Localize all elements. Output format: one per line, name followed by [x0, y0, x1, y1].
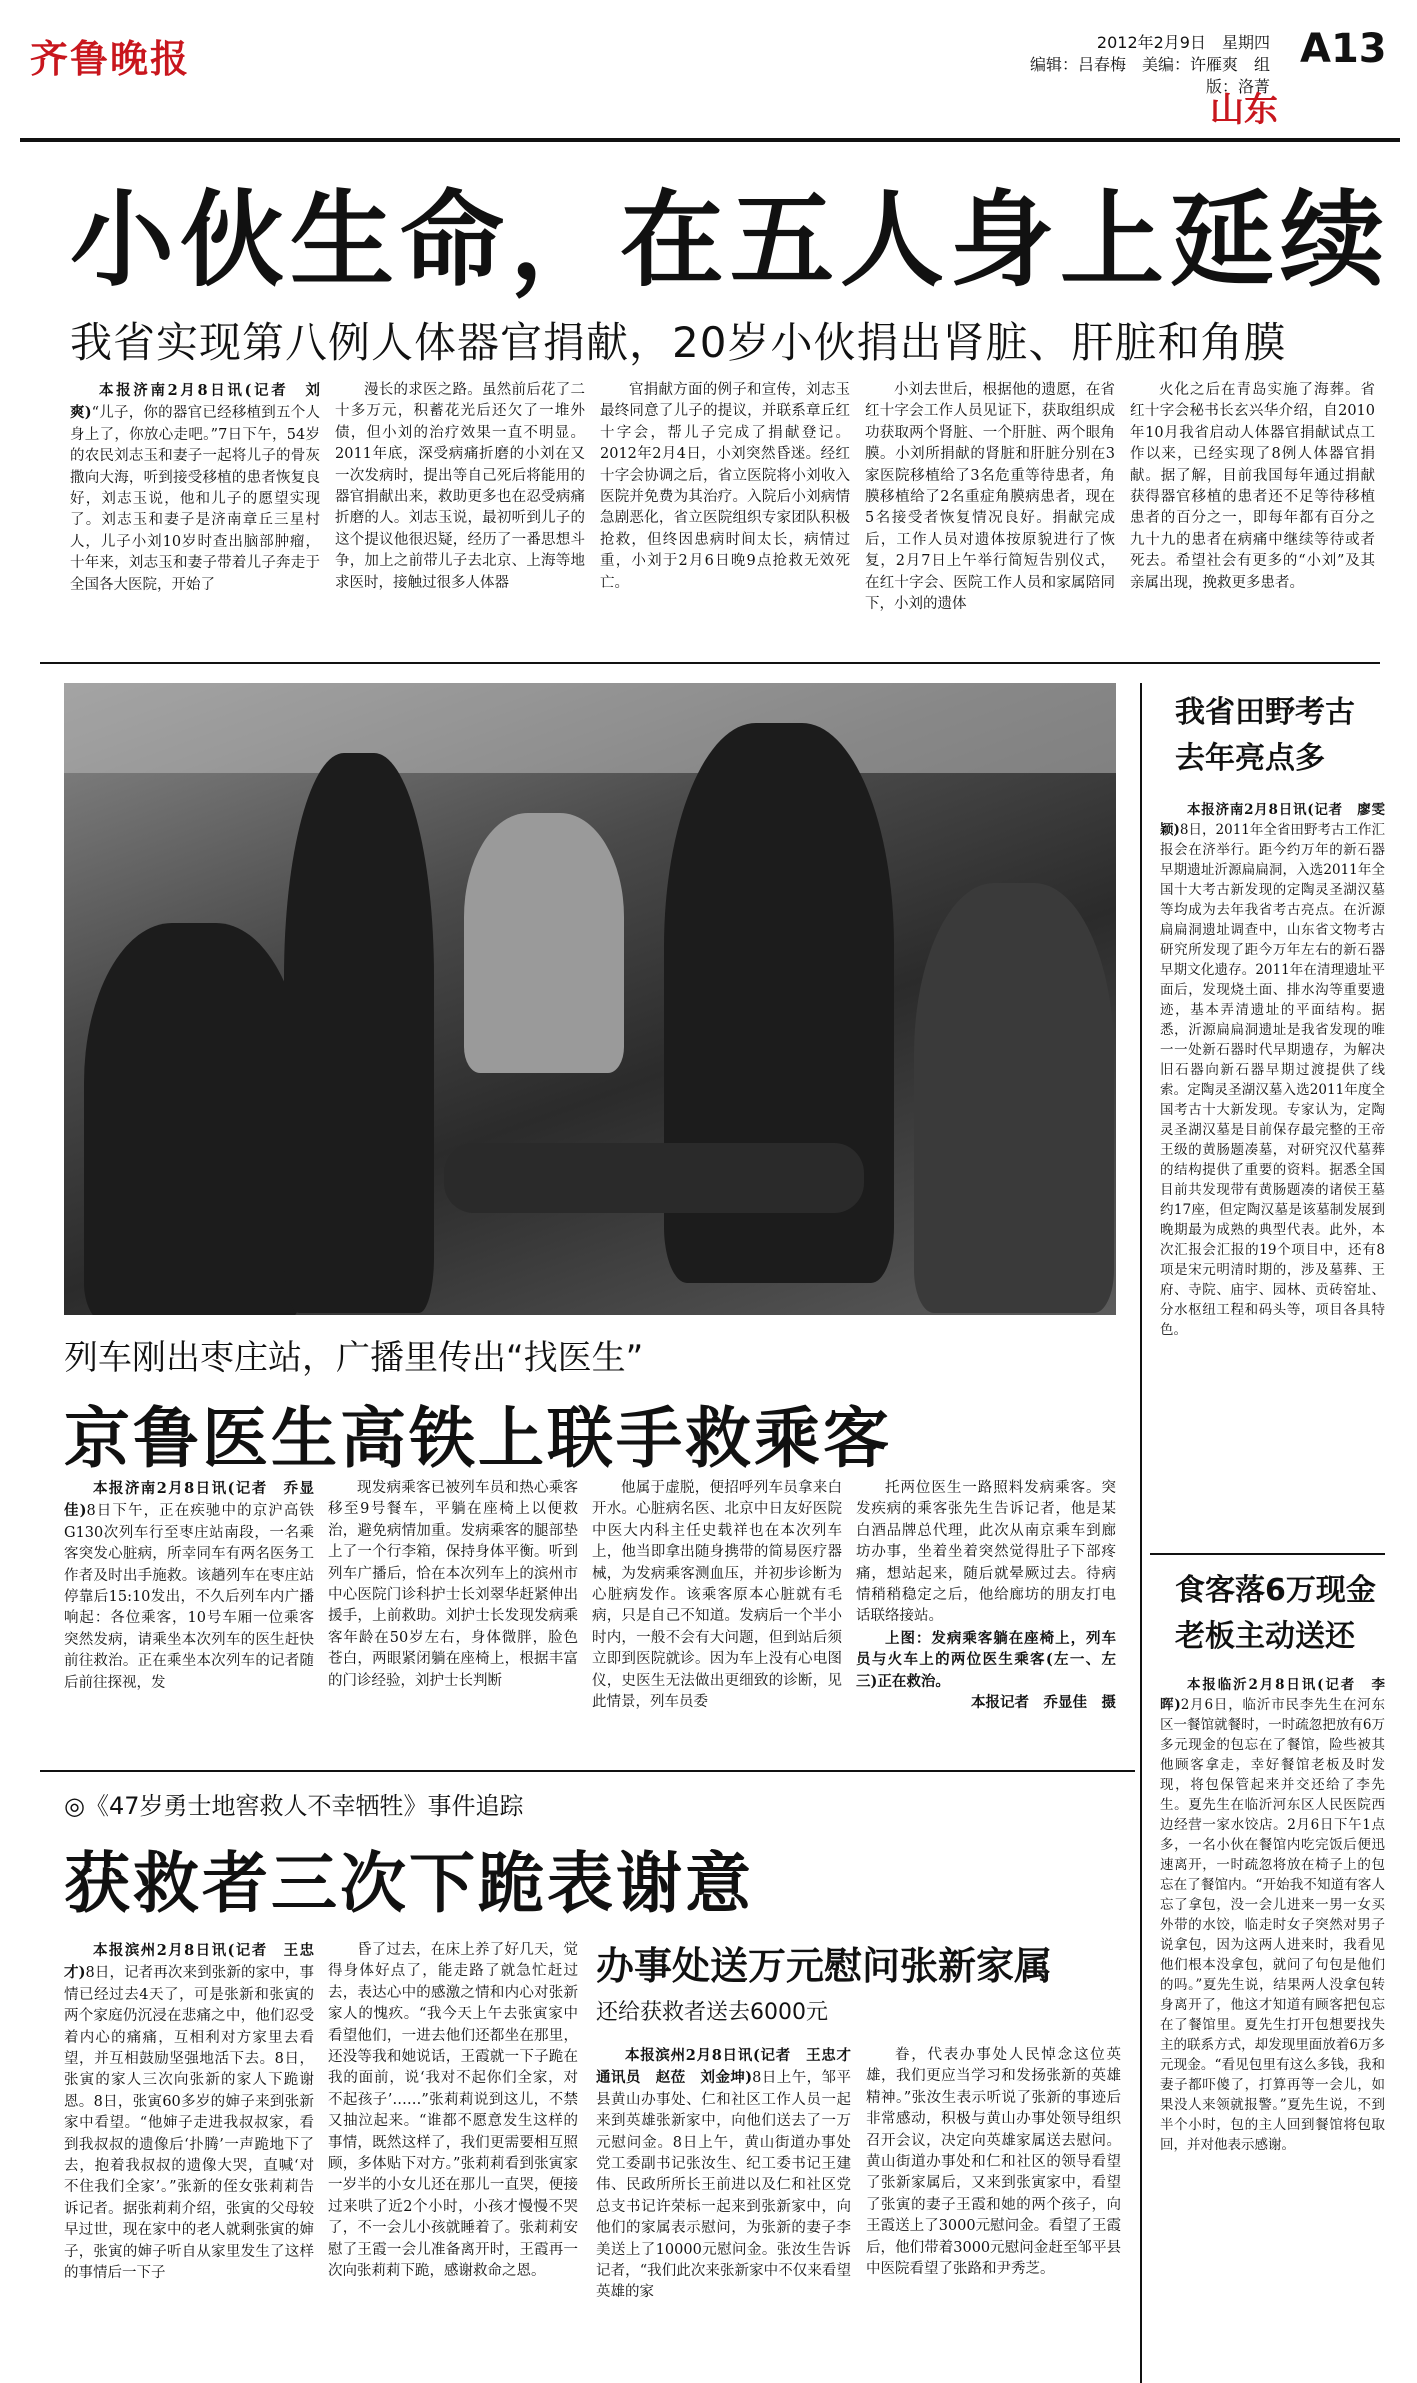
train-photo [64, 683, 1116, 1315]
photo-credit: 本报记者 乔显佳 摄 [971, 1694, 1116, 1712]
restaurant-title-2: 老板主动送还 [1175, 1619, 1355, 1654]
restaurant-title-1: 食客落6万现金 [1175, 1573, 1376, 1608]
archaeology-headline [1175, 690, 1395, 782]
rescue-text-2: 昏了过去，在床上养了好几天，觉得身体好点了，能走路了就急忙赶过去，表达心中的感激之情和内心对张新家人的愧疚。“我今天上午去张寅家中看望他们，一进去他们还都坐在那里，还没等我和她说话，王霞就一下子跪在我的面前，说‘我对不起你们全家，对不起孩子’……”张莉莉说到这儿，不禁又抽泣起来。“谁都不愿意发生这样的事情，既然这样了，我们更需要相互照顾，多体贴下对方。”张莉莉看到张寅家一岁半的小女儿还在那儿一直哭，便接过来哄了近2个小时，小孩才慢慢不哭了，不一会儿小孩就睡着了。张莉莉安慰了王霞一会儿准备离开时，王霞再一次向张莉莉下跪，感谢救命之恩。 [328, 1942, 578, 2280]
restaurant-body [1160, 1675, 1385, 2155]
train-column-1 [64, 1478, 314, 1694]
donation-column-2 [866, 2045, 1121, 2280]
section-divider-2 [40, 1770, 1135, 1772]
rescue-kicker: ◎《47岁勇士地窖救人不幸牺牲》事件追踪 [64, 1792, 524, 1820]
sidebar-rule [1150, 1553, 1385, 1555]
train-column-2 [328, 1478, 578, 1692]
donation-column-1 [596, 2045, 866, 2304]
train-column-4 [856, 1478, 1116, 1713]
lead-column-4 [865, 380, 1115, 615]
donation-subheadline: 还给获救者送去6000元 [596, 2000, 828, 2025]
editors-credit: 编辑：吕春梅 美编：许雁爽 组版：洛菁 [1029, 55, 1270, 96]
restaurant-headline [1175, 1568, 1395, 1660]
lead-text-1: “儿子，你的器官已经移植到五个人身上了，你放心走吧。”7日下午，54岁的农民刘志玉和妻子一起将儿子的骨灰撒向大海，听到接受移植的患者恢复良好，刘志玉说，他和儿子的愿望实现了。刘志玉和妻子是济南章丘三星村人，儿子小刘10岁时查出脑部肿瘤，十年来，刘志玉和妻子带着儿子奔走于全国各大医院，开始了 [70, 405, 320, 593]
train-column-3 [592, 1478, 842, 1713]
train-headline: 京鲁医生高铁上联手救乘客 [64, 1400, 892, 1477]
page-number: A13 [1300, 26, 1387, 72]
lead-column-2 [335, 380, 585, 594]
restaurant-byline: 本报临沂2月8日讯(记者 李晖) [1160, 1677, 1385, 1713]
rescue-byline: 本报滨州2月8日讯(记者 王忠才) [64, 1942, 314, 1982]
rescue-column-1 [64, 1940, 314, 2285]
lead-subheadline: 我省实现第八例人体器官捐献，20岁小伙捐出肾脏、肝脏和角膜 [70, 318, 1287, 367]
archaeology-byline: 本报济南2月8日讯(记者 廖雯颖) [1160, 802, 1385, 838]
issue-date: 2012年2月9日 星期四 [1096, 33, 1270, 52]
rescue-headline: 获救者三次下跪表谢意 [64, 1845, 754, 1922]
archaeology-text: 8日，2011年全省田野考古工作汇报会在济举行。距今约万年的新石器早期遗址沂源扁扁洞，入选2011年全国十大考古新发现的定陶灵圣湖汉墓等均成为去年我省考古亮点。在沂源扁扁洞遗址调查中，山东省文物考古研究所发现了距今万年左右的新石器早期文化遗存。2011年在清理遗址平面后，发现烧土面、排水沟等重要遗迹，基本弄清遗址的平面结构。据悉，沂源扁扁洞遗址是我省发现的唯一一处新石器时代早期遗存，为解决旧石器向新石器早期过渡提供了线索。定陶灵圣湖汉墓入选2011年度全国考古十大新发现。专家认为，定陶灵圣湖汉墓是目前保存最完整的王帝王级的黄肠题凑墓，对研究汉代墓葬的结构提供了重要的资料。据悉全国目前共发现带有黄肠题凑的诸侯王墓约17座，但定陶汉墓是该墓制发展到晚期最为成熟的典型代表。此外，本次汇报会汇报的19个项目中，还有8项是宋元明清时期的，涉及墓葬、王府、寺院、庙宇、园林、贡砖窑址、分水枢纽工程和码头等，项目各具特色。 [1160, 822, 1385, 1338]
lead-column-5 [1130, 380, 1375, 594]
train-text-1: 8日下午，正在疾驰中的京沪高铁G130次列车行至枣庄站南段，一名乘客突发心脏病，所幸同车有两名医务工作者及时出手施救。该趟列车在枣庄站停靠后15:10发出，不久后列车内广播响起：各位乘客，10号车厢一位乘客突然发病，请乘坐本次列车的医生赶快前往救治。正在乘坐本次列车的记者随后前往探视，发 [64, 1503, 314, 1691]
header-rule [20, 138, 1400, 142]
lead-headline: 小伙生命，在五人身上延续 [70, 179, 1391, 301]
donation-headline: 办事处送万元慰问张新家属 [596, 1944, 1053, 1988]
donation-text-2: 眷，代表办事处人民悼念这位英雄，我们更应当学习和发扬张新的英雄精神。”张汝生表示听说了张新的事迹后非常感动，积极与黄山办事处领导组织召开会议，决定向英雄家属送去慰问。黄山街道办事处和仁和社区的领导看望了张新家属后，又来到张寅家中，看望了张寅的妻子王霞和她的两个孩子，向王霞送上了3000元慰问金。看望了王霞后，他们带着3000元慰问金赶至邹平县中医院看望了张路和尹秀芝。 [866, 2047, 1121, 2278]
masthead-logo: 齐鲁晚报 [30, 36, 191, 81]
donation-byline: 本报滨州2月8日讯(记者 王忠才 通讯员 赵莅 刘金坤) [596, 2047, 866, 2087]
train-byline: 本报济南2月8日讯(记者 乔显佳) [64, 1480, 314, 1520]
lead-text-3: 官捐献方面的例子和宣传，刘志玉最终同意了儿子的提议，并联系章丘红十字会，帮儿子完成了捐献登记。2012年2月4日，小刘突然昏迷。经红十字会协调之后，省立医院将小刘收入医院并免费为其治疗。入院后小刘病情急剧恶化，省立医院组织专家团队积极抢救，但终因患病时间太长，病情过重，小刘于2月6日晚9点抢救无效死亡。 [600, 382, 850, 591]
photo-caption: 上图：发病乘客躺在座椅上，列车员与火车上的两位医生乘客(左一、左三)正在救治。 [856, 1629, 1116, 1690]
lead-column-1 [70, 380, 320, 596]
donation-text-1: 8日上午，邹平县黄山办事处、仁和社区工作人员一起来到英雄张新家中，向他们送去了一万元慰问金。8日上午，黄山街道办事处党工委副书记张汝生、纪工委书记王建伟、民政所所长王前进以及仁和社区党总支书记许荣标一起来到张新家中，向他们的家属表示慰问，为张新的妻子李美送上了10000元慰问金。张汝生告诉记者，“我们此次来张新家中不仅来看望英雄的家 [596, 2070, 851, 2301]
rescue-column-2 [328, 1940, 578, 2283]
train-text-2: 现发病乘客已被列车员和热心乘客移至9号餐车，平躺在座椅上以便救治，避免病情加重。发病乘客的腿部垫上了一个行李箱，保持身体平衡。听到列车广播后，恰在本次列车上的滨州市中心医院门诊科护士长刘翠华赶紧伸出援手，上前救助。刘护士长发现发病乘客年龄在50岁左右，身体微胖，脸色苍白，两眼紧闭躺在座椅上，根据丰富的门诊经验，刘护士长判断 [328, 1480, 578, 1689]
restaurant-text: 2月6日，临沂市民李先生在河东区一餐馆就餐时，一时疏忽把放有6万多元现金的包忘在了餐馆，险些被其他顾客拿走，幸好餐馆老板及时发现，将包保管起来并交还给了李先生。夏先生在临沂河东区人民医院西边经营一家水饺店。2月6日下午1点多，一名小伙在餐馆内吃完饭后便迅速离开，一时疏忽将放在椅子上的包忘在了餐馆内。“开始我不知道有客人忘了拿包，没一会儿进来一男一女买外带的水饺，临走时女子突然对男子说拿包，因为这两人进来时，我看见他们根本没拿包，就问了句包是他们的吗。”夏先生说，结果两人没拿包转身离开了，他这才知道有顾客把包忘在了餐馆里。夏先生打开包想要找失主的联系方式，却发现里面放着6万多元现金。“看见包里有这么多钱，我和妻子都吓傻了，打算再等一会儿，如果没人来领就报警。”夏先生说，不到半个小时，包的主人回到餐馆将包取回，并对他表示感谢。 [1160, 1697, 1385, 2153]
section-divider [40, 662, 1380, 664]
sidebar-divider [1140, 683, 1142, 2383]
lead-column-3 [600, 380, 850, 594]
archaeology-body [1160, 800, 1385, 1340]
lead-text-2: 漫长的求医之路。虽然前后花了二十多万元，积蓄花光后还欠了一堆外债，但小刘的治疗效果一直不明显。2011年底，深受病痛折磨的小刘在又一次发病时，提出等自己死后将能用的器官捐献出来，救助更多也在忍受病痛折磨的人。刘志玉说，最初听到儿子的这个提议他很迟疑，经历了一番思想斗争，加上之前带儿子去北京、上海等地求医时，接触过很多人体器 [335, 382, 585, 591]
lead-text-5: 火化之后在青岛实施了海葬。省红十字会秘书长玄兴华介绍，自2010年10月我省启动人体器官捐献试点工作以来，已经实现了8例人体器官捐献。据了解，目前我国每年通过捐献获得器官移植的患者还不足等待移植患者的百分之一，即每年都有百分之九十九的患者在病痛中继续等待或者死去。希望社会有更多的“小刘”及其亲属出现，挽救更多患者。 [1130, 382, 1375, 591]
train-kicker: 列车刚出枣庄站，广播里传出“找医生” [64, 1338, 644, 1378]
archaeology-title-2: 去年亮点多 [1175, 741, 1325, 776]
train-text-3: 他属于虚脱，便招呼列车员拿来白开水。心脏病名医、北京中日友好医院中医大内科主任史载祥也在本次列车上，他当即拿出随身携带的简易医疗器械，为发病乘客测血压，并初步诊断为心脏病发作。该乘客原本心脏就有毛病，只是自己不知道。发病后一个半小时内，一般不会有大问题，但到站后须立即到医院就诊。因为车上没有心电图仪，史医生无法做出更细致的诊断，见此情景，列车员委 [592, 1480, 842, 1711]
section-name: 山东 [1210, 90, 1278, 130]
train-text-4: 托两位医生一路照料发病乘客。突发疾病的乘客张先生告诉记者，他是某白酒品牌总代理，此次从南京乘车到廊坊办事，坐着坐着突然觉得肚子下部疼痛，想站起来，随后就晕厥过去。待病情稍稍稳定之后，他给廊坊的朋友打电话联络接站。 [856, 1480, 1116, 1625]
archaeology-title-1: 我省田野考古 [1175, 695, 1355, 730]
lead-byline: 本报济南2月8日讯(记者 刘爽) [70, 382, 320, 422]
lead-text-4: 小刘去世后，根据他的遗愿，在省红十字会工作人员见证下，获取组织成功获取两个肾脏、一个肝脏、两个眼角膜。小刘所捐献的肾脏和肝脏分别在3家医院移植给了3名危重等待患者，角膜移植给了2名重症角膜病患者，现在5名接受者恢复情况良好。捐献完成后，工作人员对遗体按原貌进行了恢复，2月7日上午举行简短告别仪式，在红十字会、医院工作人员和家属陪同下，小刘的遗体 [865, 382, 1115, 613]
rescue-text-1: 8日，记者再次来到张新的家中，事情已经过去4天了，可是张新和张寅的两个家庭仍沉浸在悲痛之中，他们忍受着内心的痛痛，互相利对方家里去看望，并互相鼓励坚强地活下去。8日，张寅的家人三次向张新的家人下跪谢恩。8日，张寅60多岁的婶子来到张新家中看望。“他婶子走进我叔叔家，看到我叔叔的遗像后‘扑腾’一声跪地下了去，抱着我叔叔的遗像大哭，直喊‘对不住我们全家’。”张新的侄女张莉莉告诉记者。据张莉莉介绍，张寅的父母较早过世，现在家中的老人就剩张寅的婶子，张寅的婶子听自从家里发生了这样的事情后一下子 [64, 1965, 314, 2282]
